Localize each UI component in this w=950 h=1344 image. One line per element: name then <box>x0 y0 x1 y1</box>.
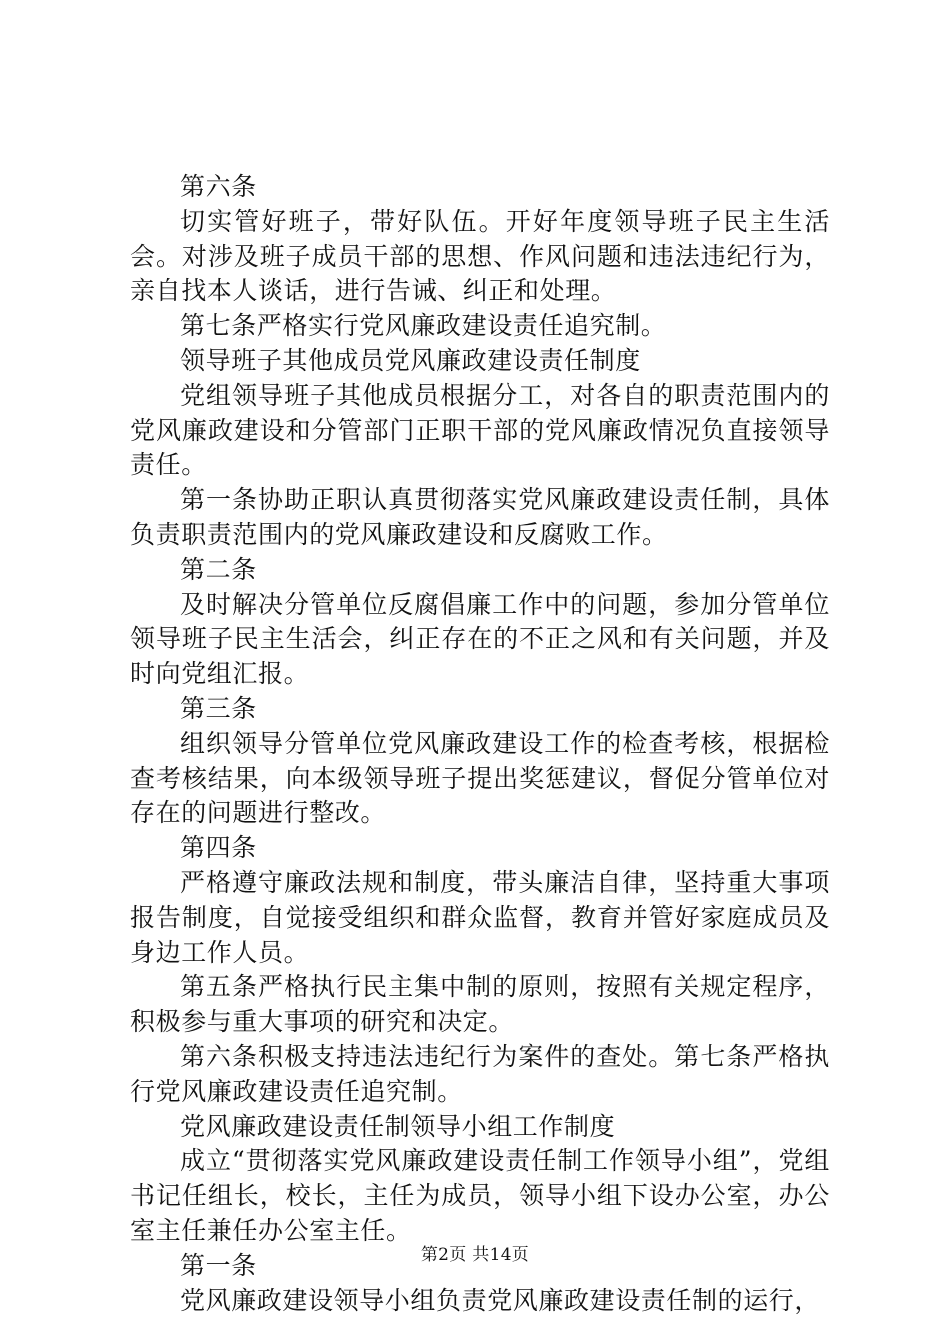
page-footer: 第2页 共14页 <box>420 1245 530 1265</box>
paragraph: 严格遵守廉政法规和制度，带头廉洁自律，坚持重大事项报告制度，自觉接受组织和群众监督，教育并管好家庭成员及身边工作人员。 <box>130 867 830 967</box>
section-title: 领导班子其他成员党风廉政建设责任制度 <box>180 345 641 375</box>
paragraph: 及时解决分管单位反腐倡廉工作中的问题，参加分管单位领导班子民主生活会，纠正存在的不正之风和有关问题，并及时向党组汇报。 <box>130 589 830 689</box>
article-heading: 第二条 <box>180 554 257 584</box>
article-heading: 第六条 <box>180 172 257 201</box>
paragraph: 第一条协助正职认真贯彻落实党风廉政建设责任制，具体负责职责范围内的党风廉政建设和反腐败工作。 <box>130 485 830 549</box>
document-body <box>130 170 830 1318</box>
paragraph: 第六条积极支持违法违纪行为案件的查处。第七条严格执行党风廉政建设责任追究制。 <box>130 1041 830 1106</box>
article-heading: 第一条 <box>180 1250 257 1280</box>
paragraph: 党组领导班子其他成员根据分工，对各自的职责范围内的党风廉政建设和分管部门正职干部的党风廉政情况负直接领导责任。 <box>130 380 830 480</box>
paragraph: 组织领导分管单位党风廉政建设工作的检查考核，根据检查考核结果，向本级领导班子提出奖惩建议，督促分管单位对存在的问题进行整改。 <box>130 728 830 828</box>
paragraph: 切实管好班子，带好队伍。开好年度领导班子民主生活会。对涉及班子成员干部的思想、作风问题和违法违纪行为，亲自找本人谈话，进行告诫、纠正和处理。 <box>130 206 830 306</box>
paragraph: 党风廉政建设领导小组负责党风廉政建设责任制的运行， <box>180 1285 821 1315</box>
article-heading: 第三条 <box>180 693 257 723</box>
article-heading: 第四条 <box>180 833 257 863</box>
section-title: 党风廉政建设责任制领导小组工作制度 <box>180 1111 616 1141</box>
paragraph: 第五条严格执行民主集中制的原则，按照有关规定程序，积极参与重大事项的研究和决定。 <box>130 972 830 1037</box>
paragraph: 成立“贯彻落实党风廉政建设责任制工作领导小组”，党组书记任组长，校长，主任为成员，领导小组下设办公室，办公室主任兼任办公室主任。 <box>130 1146 830 1245</box>
paragraph: 第七条严格实行党风廉政建设责任追究制。 <box>180 311 667 341</box>
